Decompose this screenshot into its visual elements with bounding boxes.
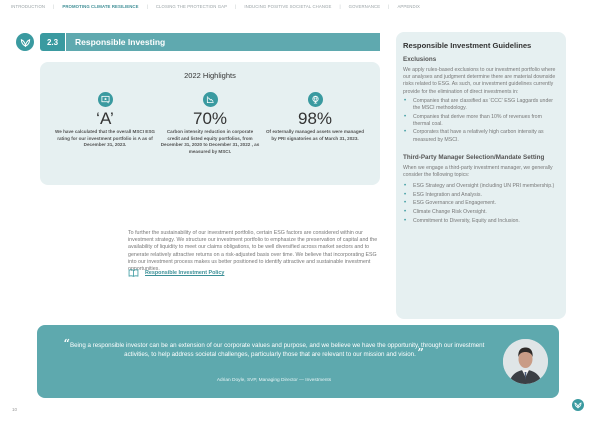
body-paragraph: To further the sustainability of our investment portfolio, certain ESG factors are considered within our investment strategy. We structure our investment portfolio to emphasize the preservation of capital and the availability of liquidity to meet our claims obligations, to be well diversified across market sectors and to generate relatively attractive returns on a risk-adjusted basis over time. We believe that incorporating ESG into our investment process makes us better positioned to identify attractive and sustainable investment opportunities. (128, 230, 378, 273)
list-item: • Companies that derive more than 10% of revenues from thermal coal. (403, 114, 566, 128)
exclusions-intro: We apply rules-based exclusions to our investment portfolio where our analyses and judgment determine there are material downside risks related to ESG. As such, our investment guidelines currently provide for the elimination of direct investments in: (403, 67, 556, 95)
list-item: • ESG Strategy and Oversight (including UN PRI membership.) (403, 183, 566, 190)
quote-body: Being a responsible investor can be an extension of our corporate values and purpose, and we believe we have the opportunity, through our investment activities, to help address societal challenges, particularly those that are relevant to our mission and vision. (69, 342, 485, 358)
third-party-intro: When we engage a third-party investment manager, we generally consider the following topics: (403, 164, 553, 179)
page-number: 10 (12, 407, 18, 412)
nav-item-promoting-climate-resilience[interactable]: PROMOTING CLIMATE RESILIENCE (62, 4, 139, 9)
highlights-title: 2022 Highlights (184, 71, 236, 80)
list-item: • Companies that are classified as ‘CCC’ ESG Laggards under the MSCI methodology. (403, 98, 566, 112)
list-item: • ESG Governance and Engagement. (403, 200, 566, 207)
nav-item-appendix[interactable]: APPENDIX (397, 4, 420, 9)
highlights-panel (40, 62, 380, 185)
list-item: • Climate Change Risk Oversight. (403, 209, 566, 216)
nav-separator: | (53, 4, 55, 9)
highlight-value: ‘A’ (96, 109, 114, 128)
esg-rating-icon (98, 92, 113, 107)
close-quote-mark: ” (417, 346, 424, 359)
nav-item-introduction[interactable]: INTRODUCTION (11, 4, 46, 9)
section-title: Responsible Investing (66, 33, 380, 51)
highlight-value: 98% (297, 109, 333, 128)
globe-icon (308, 92, 323, 107)
exclusions-list (403, 98, 566, 144)
policy-link-label[interactable]: Responsible Investment Policy (145, 270, 225, 276)
quote-text (59, 337, 489, 359)
responsible-investment-policy-link[interactable] (128, 269, 224, 277)
downtrend-chart-icon (203, 92, 218, 107)
top-navigation (11, 4, 420, 9)
quote-box (37, 325, 559, 398)
list-item: • Commitment to Diversity, Equity and Inclusion. (403, 218, 566, 225)
open-quote-mark: “ (63, 337, 70, 350)
section-header (40, 33, 380, 51)
nav-item-inducing-positive-societal-change[interactable]: INDUCING POSITIVE SOCIETAL CHANGE (244, 4, 332, 9)
quote-author: Adrian Doyle, SVP, Managing Director — Investments (216, 378, 332, 383)
nav-item-governance[interactable]: GOVERNANCE (348, 4, 381, 9)
nav-separator: | (388, 4, 390, 9)
third-party-heading: Third-Party Manager Selection/Mandate Setting (403, 153, 545, 161)
guidelines-title: Responsible Investment Guidelines (403, 41, 532, 50)
highlight-pri-signatories (265, 92, 365, 142)
section-number: 2.3 (40, 33, 65, 51)
leaf-icon (16, 33, 34, 51)
leaf-icon (572, 399, 584, 411)
nav-separator: | (235, 4, 237, 9)
third-party-list (403, 183, 566, 225)
highlight-description: We have calculated that the overall MSCI ESG rating for our investment portfolio is A as of December 31, 2023. (55, 129, 155, 147)
nav-separator: | (339, 4, 341, 9)
list-item: • ESG Integration and Analysis. (403, 192, 566, 199)
nav-separator: | (146, 4, 148, 9)
guidelines-panel (396, 32, 566, 319)
highlight-esg-rating (55, 92, 155, 149)
highlight-description: Of externally managed assets were managed by PRI signatories as of March 31, 2023. (265, 129, 365, 141)
book-icon (128, 269, 139, 277)
list-item: • Corporates that have a relatively high carbon intensity as measured by MSCI. (403, 129, 566, 143)
nav-item-closing-protection-gap[interactable]: CLOSING THE PROTECTION GAP (155, 4, 228, 9)
highlight-value: 70% (192, 109, 228, 128)
exclusions-heading: Exclusions (403, 56, 437, 63)
highlight-carbon-reduction (160, 92, 260, 155)
avatar (503, 339, 548, 384)
highlight-description: Carbon intensity reduction in corporate credit and listed equity portfolios, from December 31, 2020 to December 31, 2022 , as measured by MSCI. (160, 129, 260, 154)
